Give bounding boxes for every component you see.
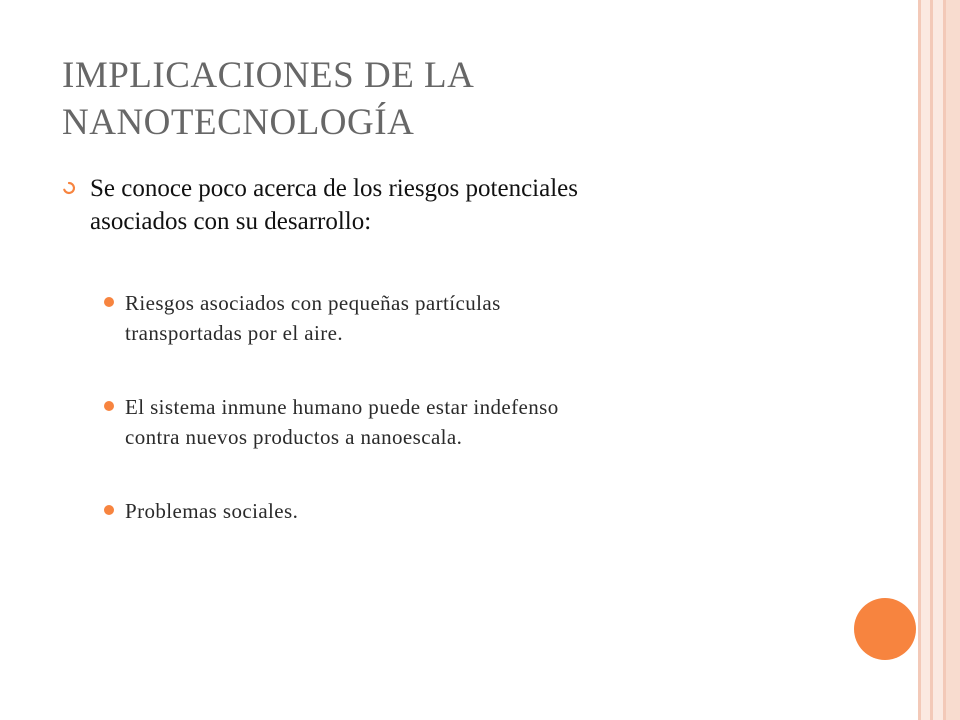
ring-bullet-icon (62, 181, 76, 195)
dot-bullet-icon (104, 505, 114, 515)
main-bullet-line-2: asociados con su desarrollo: (90, 208, 372, 235)
decorative-stripe (946, 0, 960, 720)
sub-bullet-line-1: El sistema inmune humano puede estar indefenso (125, 395, 559, 419)
slide-title (62, 52, 882, 146)
main-bullet-point (62, 172, 842, 238)
title-line-1: IMPLICACIONES DE LA (62, 55, 475, 96)
dot-bullet-icon (104, 297, 114, 307)
list-item (104, 392, 824, 452)
main-bullet-line-1: Se conoce poco acerca de los riesgos potenciales (90, 175, 578, 202)
sub-bullet-line-1: Riesgos asociados con pequeñas partículas (125, 291, 501, 315)
list-item (104, 288, 824, 348)
orange-circle-decoration (854, 598, 916, 660)
list-item (104, 496, 824, 526)
sub-bullet-text (125, 288, 824, 348)
decorative-stripe (921, 0, 930, 720)
main-bullet-text (90, 172, 842, 238)
sub-bullet-text (125, 392, 824, 452)
sub-bullet-line-2: transportadas por el aire. (125, 321, 343, 345)
dot-bullet-icon (104, 401, 114, 411)
sub-bullet-text (125, 496, 824, 526)
title-line-2: NANOTECNOLOGÍA (62, 102, 415, 143)
sub-bullet-line-2: contra nuevos productos a nanoescala. (125, 425, 463, 449)
sub-bullet-line-1: Problemas sociales. (125, 499, 299, 523)
sub-bullet-list (104, 288, 824, 570)
decorative-stripe (933, 0, 943, 720)
